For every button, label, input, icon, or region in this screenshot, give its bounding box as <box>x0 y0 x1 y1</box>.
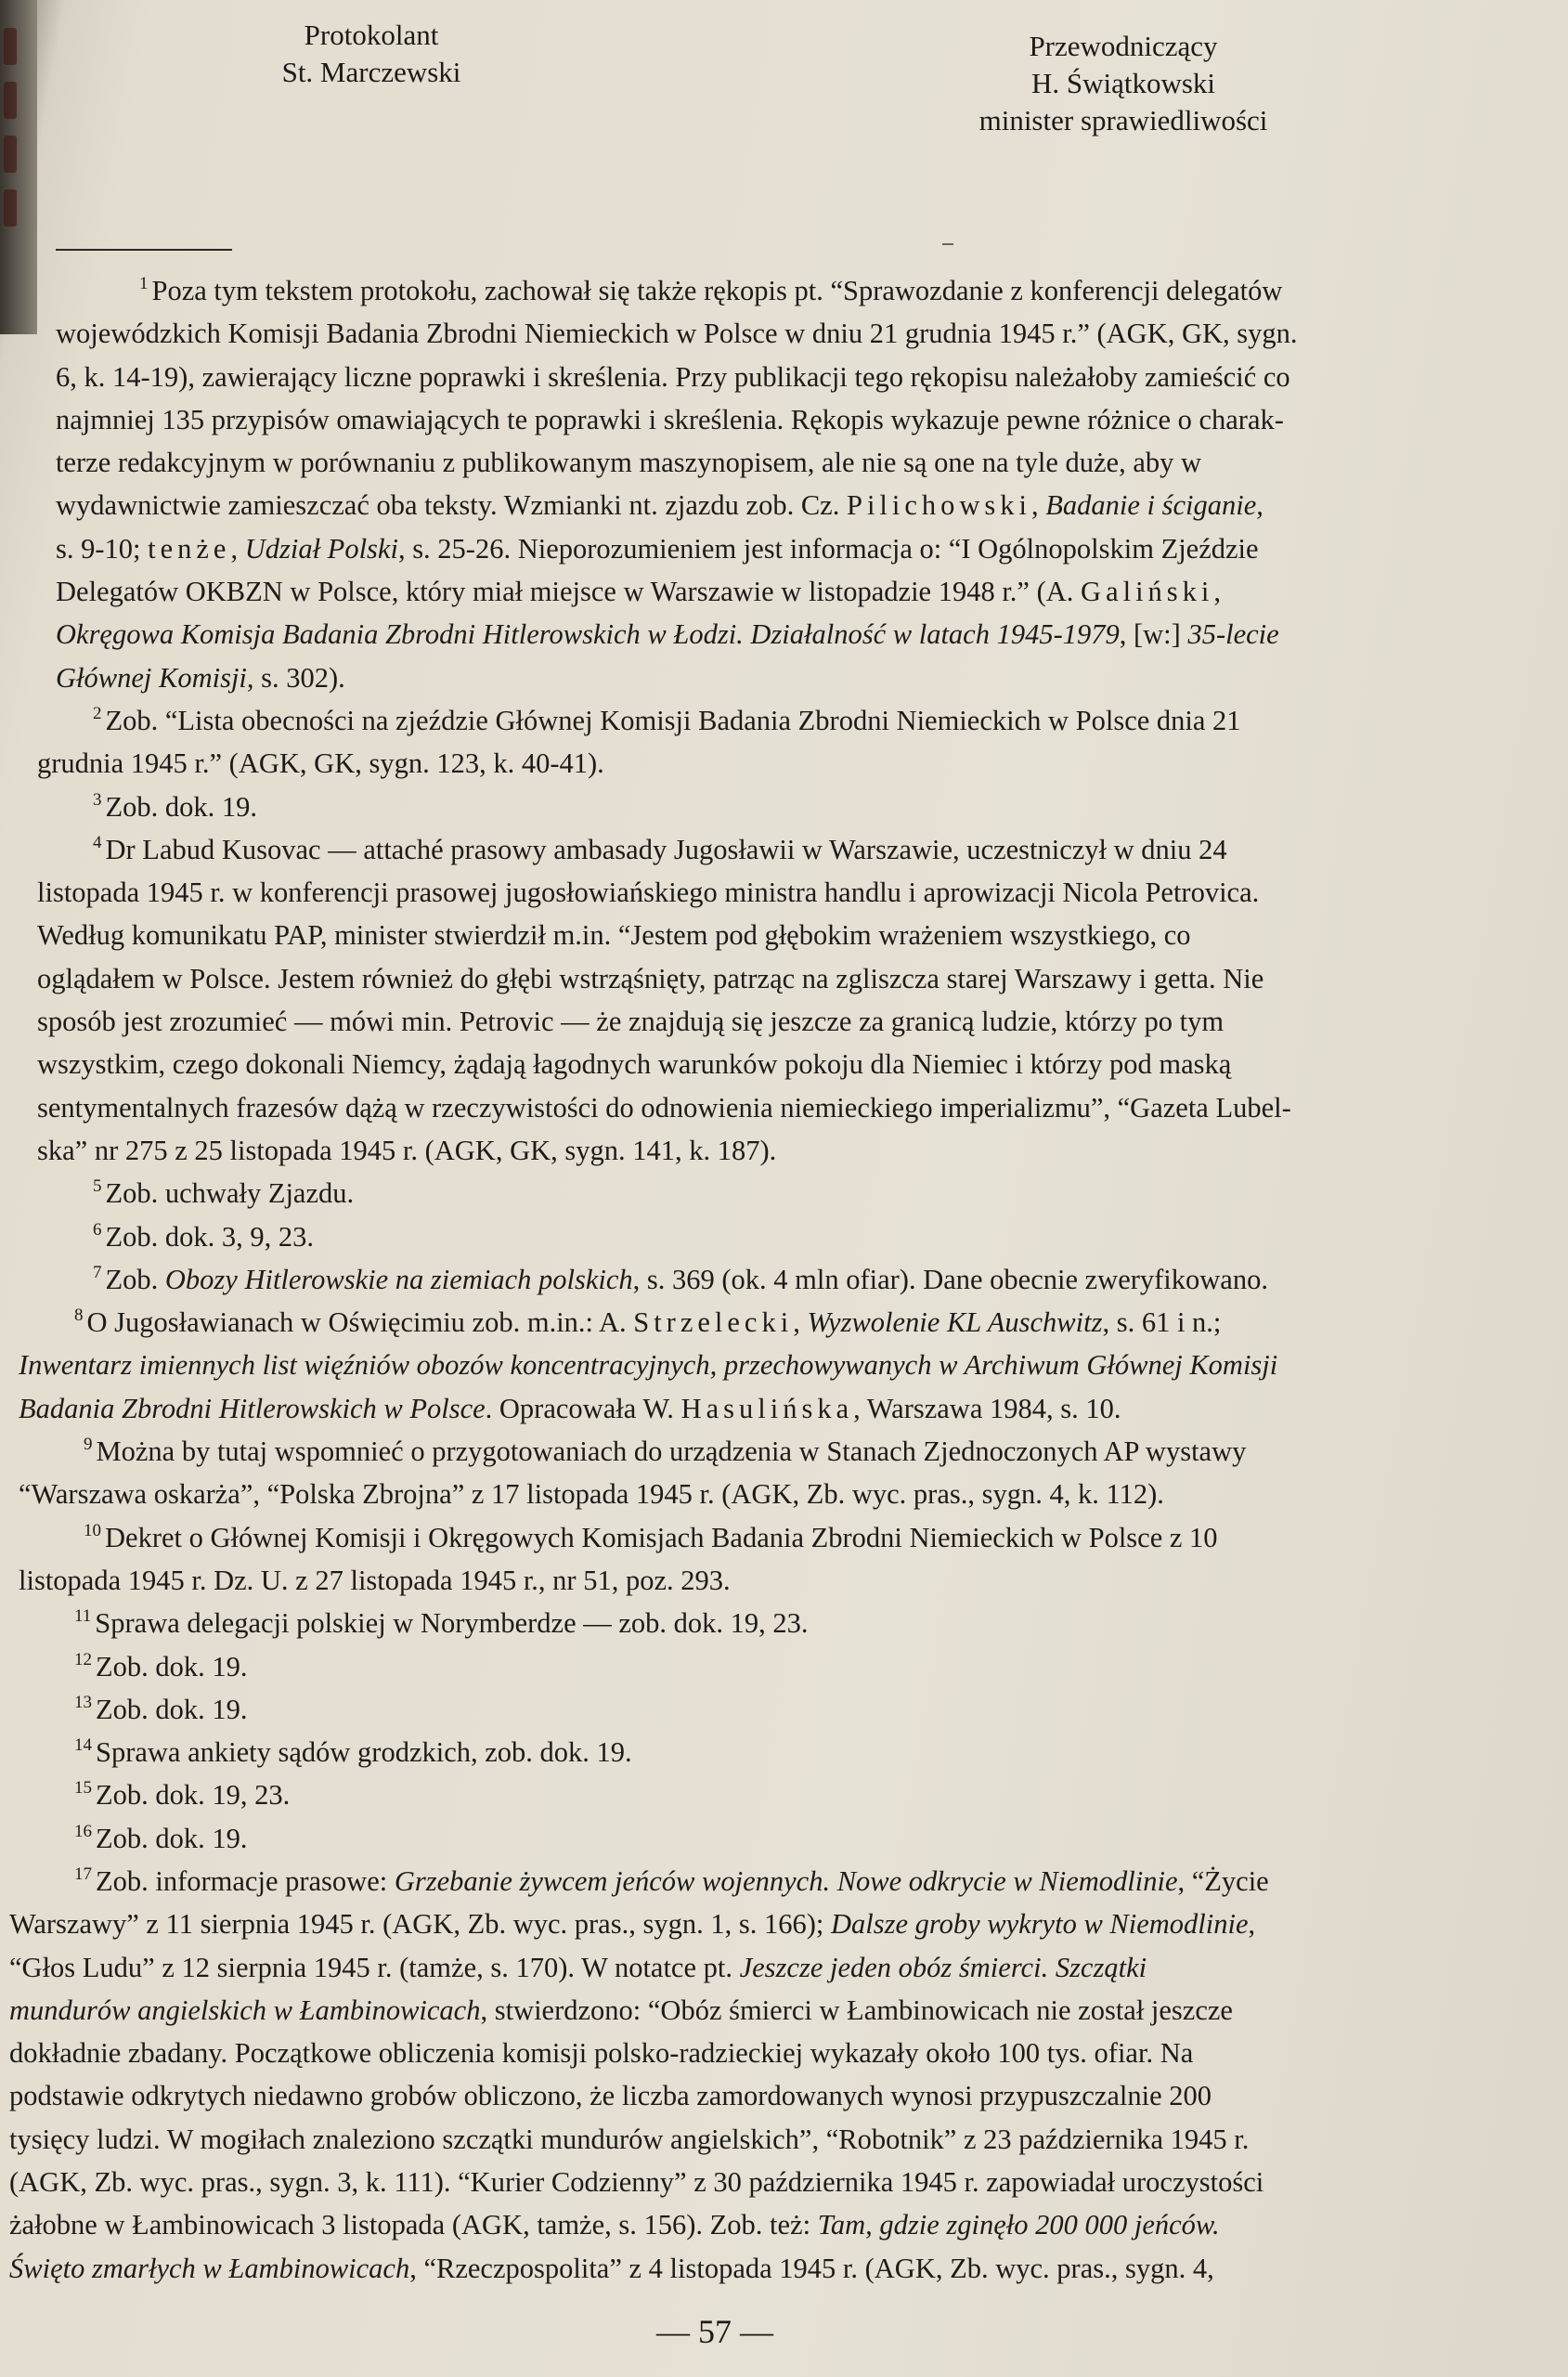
footnote-line <box>0 2161 1560 2203</box>
footnote-line <box>0 1301 1560 1344</box>
footnote-rule <box>56 249 232 251</box>
footnote-line <box>0 1989 1560 2032</box>
footnote-text: dokładnie zbadany. Początkowe obliczenia komisji polsko-radzieckiej wykazały około 100 tys. ofiar. Na <box>9 2037 1194 2070</box>
signature-role: Przewodniczący <box>1029 30 1218 62</box>
footnote-text: ska” nr 275 z 25 listopada 1945 r. (AGK, GK, sygn. 141, k. 187). <box>37 1134 777 1166</box>
footnote-text: tysięcy ludzi. W mogiłach znaleziono szczątki mundurów angielskich”, “Robotnik” z 23 października 1945 r. <box>9 2123 1250 2155</box>
footnote-line <box>0 1258 1560 1301</box>
margin-marks <box>4 28 22 243</box>
footnote-text: , stwierdzono: “Obóz śmierci w Łambinowicach nie został jeszcze <box>480 1994 1233 2026</box>
footnote-text: , <box>793 1306 808 1339</box>
italic-title: Tam, gdzie zginęło 200 000 jeńców. <box>817 2209 1220 2241</box>
footnote-line <box>0 312 1560 355</box>
footnote-text: listopada 1945 r. w konferencji prasowej jugosłowiańskiego ministra handlu i aprowizacji Nicola Petrovica. <box>37 877 1260 909</box>
footnote-text: , <box>1031 489 1046 522</box>
footnote-line <box>0 484 1560 526</box>
footnote-text: Poza tym tekstem protokołu, zachował się także rękopis pt. “Sprawozdanie z konferencji delegatów <box>151 275 1283 306</box>
footnote-line <box>0 1129 1560 1172</box>
footnote-text: 6, k. 14-19), zawierający liczne poprawki i skreślenia. Przy publikacji tego rękopisu należałoby zamieścić co <box>56 360 1290 393</box>
footnote-line <box>0 1645 1560 1688</box>
italic-title: Okręgowa Komisja Badania Zbrodni Hitlerowskich w Łodzi. Działalność w latach 1945-1979 <box>56 618 1120 651</box>
footnote-text: Zob. dok. 19, 23. <box>96 1779 291 1812</box>
signature-protokolant <box>232 17 511 91</box>
footnote-text: , Warszawa 1984, s. 10. <box>853 1392 1121 1424</box>
footnote-line <box>0 871 1560 914</box>
footnote-text: Zob. dok. 19. <box>96 1650 248 1682</box>
footnote-number: 5 <box>93 1176 102 1197</box>
footnote-text: , <box>1213 576 1222 608</box>
footnote-text: Można by tutaj wspomnieć o przygotowaniach do urządzenia w Stanach Zjednoczonych AP wystawy <box>96 1435 1247 1468</box>
footnote-line <box>0 1731 1560 1773</box>
footnote-text: Zob. dok. 3, 9, 23. <box>105 1220 315 1253</box>
footnote-text: Zob. uchwały Zjazdu. <box>105 1177 355 1210</box>
italic-title: Grzebanie żywcem jeńców wojennych. Nowe odkrycie w Niemodlinie <box>394 1864 1178 1897</box>
footnote-line <box>0 269 1560 312</box>
page-number: — 57 — <box>656 2313 773 2350</box>
signature-title: minister sprawiedliwości <box>978 104 1268 136</box>
footnote-number: 2 <box>93 703 102 723</box>
footnote-text: wszystkim, czego dokonali Niemcy, żądają łagodnych warunków pokoju dla Niemiec i którzy pod maską <box>37 1048 1232 1081</box>
footnote-text: , s. 369 (ok. 4 mln ofiar). Dane obecnie zweryfikowano. <box>632 1263 1268 1295</box>
footnote-line <box>0 656 1560 699</box>
footnote-number: 6 <box>93 1219 102 1240</box>
footnote-line <box>0 1602 1560 1644</box>
footnote-line <box>0 699 1560 742</box>
footnote-number: 7 <box>93 1262 102 1282</box>
footnote-text: wojewódzkich Komisji Badania Zbrodni Niemieckich w Polsce w dniu 21 grudnia 1945 r.” (AGK, GK, sygn. <box>56 318 1298 350</box>
print-mark <box>942 243 953 245</box>
footnote-text: “Warszawa oskarża”, “Polska Zbrojna” z 17 listopada 1945 r. (AGK, Zb. wyc. pras., sygn. 4, k. 112). <box>19 1478 1164 1511</box>
spaced-author: Galiński <box>1081 576 1214 608</box>
footnote-line <box>0 1688 1560 1731</box>
footnote-line <box>0 1817 1560 1860</box>
footnote-line <box>0 1000 1560 1043</box>
footnote-number: 8 <box>74 1305 84 1326</box>
footnote-text: Zob. <box>105 1263 165 1295</box>
footnote-number: 14 <box>74 1735 92 1756</box>
footnote-text: najmniej 135 przypisów omawiających te poprawki i skreślenia. Rękopis wykazuje pewne różnice o charak- <box>56 403 1284 435</box>
italic-title: Święto zmarłych w Łambinowicach <box>9 2252 410 2284</box>
footnote-number: 13 <box>74 1692 92 1712</box>
footnote-number: 11 <box>74 1606 92 1627</box>
italic-title: Obozy Hitlerowskie na ziemiach polskich <box>164 1263 633 1295</box>
footnote-line <box>0 1344 1560 1386</box>
footnote-line <box>0 2074 1560 2117</box>
footnote-text: listopada 1945 r. Dz. U. z 27 listopada 1945 r., nr 51, poz. 293. <box>19 1564 731 1596</box>
signature-role: Protokolant <box>304 19 439 51</box>
footnote-text: . Opracowała W. <box>485 1392 681 1424</box>
footnote-text: oglądałem w Polsce. Jestem również do głębi wstrząśnięty, patrząc na zgliszcza starej Warszawy i getta. Nie <box>37 962 1264 994</box>
italic-title: Wyzwolenie KL Auschwitz <box>807 1306 1103 1339</box>
footnote-line <box>0 2203 1560 2246</box>
footnote-text: Delegatów OKBZN w Polsce, który miał miejsce w Warszawie w listopadzie 1948 r.” (A. <box>56 576 1082 608</box>
footnote-text: (AGK, Zb. wyc. pras., sygn. 3, k. 111). “Kurier Codzienny” z 30 października 1945 r. zapowiadał uroczystości <box>9 2166 1264 2199</box>
spaced-author: Hasulińska <box>680 1392 854 1424</box>
footnote-line <box>0 1387 1560 1430</box>
footnotes <box>0 269 1560 2290</box>
footnote-number: 1 <box>139 274 149 293</box>
footnote-line <box>0 356 1560 398</box>
footnote-line <box>0 613 1560 656</box>
footnote-text: O Jugosławianach w Oświęcimiu zob. m.in.: A. <box>86 1306 634 1339</box>
footnote-text: , [w:] <box>1119 618 1188 651</box>
footnote-text: s. 9-10; <box>56 532 149 565</box>
footnote-text: wydawnictwie zamieszczać oba teksty. Wzmianki nt. zjazdu zob. Cz. <box>56 489 847 522</box>
footnote-text: podstawie odkrytych niedawno grobów obliczono, że liczba zamordowanych wynosi przypuszczalnie 200 <box>9 2080 1212 2112</box>
footnote-line <box>0 1043 1560 1085</box>
footnote-text: Dekret o Głównej Komisji i Okręgowych Komisjach Badania Zbrodni Niemieckich w Polsce z 10 <box>105 1521 1218 1553</box>
footnote-number: 10 <box>84 1520 101 1540</box>
footnote-number: 12 <box>74 1649 92 1669</box>
footnote-text: Zob. dok. 19. <box>96 1693 248 1725</box>
italic-title: mundurów angielskich w Łambinowicach <box>9 1994 481 2026</box>
italic-title: Głównej Komisji <box>56 661 247 694</box>
footnote-line <box>0 441 1560 484</box>
footnote-line <box>0 398 1560 441</box>
footnote-line <box>0 2247 1560 2290</box>
footnote-line <box>0 786 1560 828</box>
italic-title: Badanie i ściganie, <box>1045 489 1263 522</box>
footnote-line <box>0 1559 1560 1602</box>
footnote-text: Według komunikatu PAP, minister stwierdził m.in. “Jestem pod głębokim wrażeniem wszystkiego, co <box>37 919 1191 952</box>
footnote-text: żałobne w Łambinowicach 3 listopada (AGK, tamże, s. 156). Zob. też: <box>9 2209 818 2241</box>
footnote-line <box>0 1430 1560 1473</box>
footnote-line <box>0 570 1560 613</box>
footnote-number: 3 <box>93 789 102 810</box>
footnote-text: “Głos Ludu” z 12 sierpnia 1945 r. (tamże, s. 170). W notatce pt. <box>9 1951 740 1983</box>
footnote-line <box>0 914 1560 956</box>
footnote-text: , <box>230 532 245 565</box>
footnote-line <box>0 1946 1560 1989</box>
footnote-line <box>0 957 1560 1000</box>
footnote-text: sposób jest zrozumieć — mówi min. Petrovic — że znajdują się jeszcze za granicą ludzie, którzy po tym <box>37 1006 1225 1038</box>
footnote-line <box>0 1086 1560 1129</box>
footnote-number: 17 <box>74 1864 92 1884</box>
footnote-line <box>0 2118 1560 2161</box>
footnote-text: Zob. informacje prasowe: <box>96 1864 395 1897</box>
italic-title: 35-lecie <box>1187 618 1279 651</box>
footnote-text: , s. 302). <box>246 661 345 694</box>
italic-title: Jeszcze jeden obóz śmierci. Szczątki <box>739 1951 1147 1983</box>
footnote-text: , “Życie <box>1177 1864 1269 1897</box>
footnote-text: Dr Labud Kusovac — attaché prasowy ambasady Jugosławii w Warszawie, uczestniczył w dniu 24 <box>105 833 1227 865</box>
footnote-text: , “Rzeczpospolita” z 4 listopada 1945 r. (AGK, Zb. wyc. pras., sygn. 4, <box>409 2252 1214 2284</box>
italic-title: Udział Polski <box>244 532 398 565</box>
footnote-text: , s. 25-26. Nieporozumieniem jest informacja o: “I Ogólnopolskim Zjeździe <box>397 532 1259 565</box>
spaced-author: Pilichowski <box>846 489 1032 522</box>
footnote-line <box>0 1903 1560 1945</box>
footnote-line <box>0 2032 1560 2074</box>
footnote-text: Zob. “Lista obecności na zjeździe Głównej Komisji Badania Zbrodni Niemieckich w Polsce dnia 21 <box>105 704 1241 736</box>
footnote-number: 16 <box>74 1821 92 1841</box>
signature-przewodniczacy <box>919 28 1328 139</box>
signature-person: H. Świątkowski <box>1030 67 1216 99</box>
footnote-text: , <box>1248 1908 1256 1941</box>
footnote-line <box>0 1860 1560 1903</box>
footnote-text: Sprawa ankiety sądów grodzkich, zob. dok. 19. <box>96 1736 632 1769</box>
footnote-text: Warszawy” z 11 sierpnia 1945 r. (AGK, Zb. wyc. pras., sygn. 1, s. 166); <box>9 1908 831 1941</box>
signature-person: St. Marczewski <box>281 56 461 88</box>
italic-title: Badania Zbrodni Hitlerowskich w Polsce <box>19 1392 486 1424</box>
footnote-text: terze redakcyjnym w porównaniu z publikowanym maszynopisem, ale nie są one na tyle duże, aby w <box>56 447 1202 479</box>
footnote-text: Sprawa delegacji polskiej w Norymberdze — zob. dok. 19, 23. <box>95 1607 809 1640</box>
footnote-text: sentymentalnych frazesów dążą w rzeczywistości do odnowienia niemieckiego imperializmu”, “Gazeta Lubel- <box>37 1091 1291 1124</box>
italic-title: Inwentarz imiennych list więźniów obozów koncentracyjnych, przechowywanych w Archiwum Głównej Komisji <box>19 1349 1278 1382</box>
italic-title: Dalsze groby wykryto w Niemodlinie <box>830 1908 1249 1941</box>
spaced-author: Strzelecki <box>633 1306 794 1339</box>
footnote-line <box>0 1516 1560 1559</box>
footnote-line <box>0 1215 1560 1258</box>
footnote-line <box>0 1172 1560 1214</box>
footnote-text: Zob. dok. 19. <box>105 790 258 823</box>
spaced-author: tenże <box>148 532 231 565</box>
footnote-text: , s. 61 i n.; <box>1102 1306 1222 1339</box>
footnote-text: Zob. dok. 19. <box>96 1822 248 1854</box>
footnote-line <box>0 1773 1560 1816</box>
footnote-text: grudnia 1945 r.” (AGK, GK, sygn. 123, k. 40-41). <box>37 747 604 780</box>
footnote-number: 9 <box>84 1435 93 1455</box>
footnote-line <box>0 1473 1560 1515</box>
footnote-line <box>0 742 1560 785</box>
footnote-line <box>0 828 1560 871</box>
footnote-line <box>0 527 1560 570</box>
footnote-number: 15 <box>74 1778 92 1799</box>
footnote-number: 4 <box>93 832 102 852</box>
